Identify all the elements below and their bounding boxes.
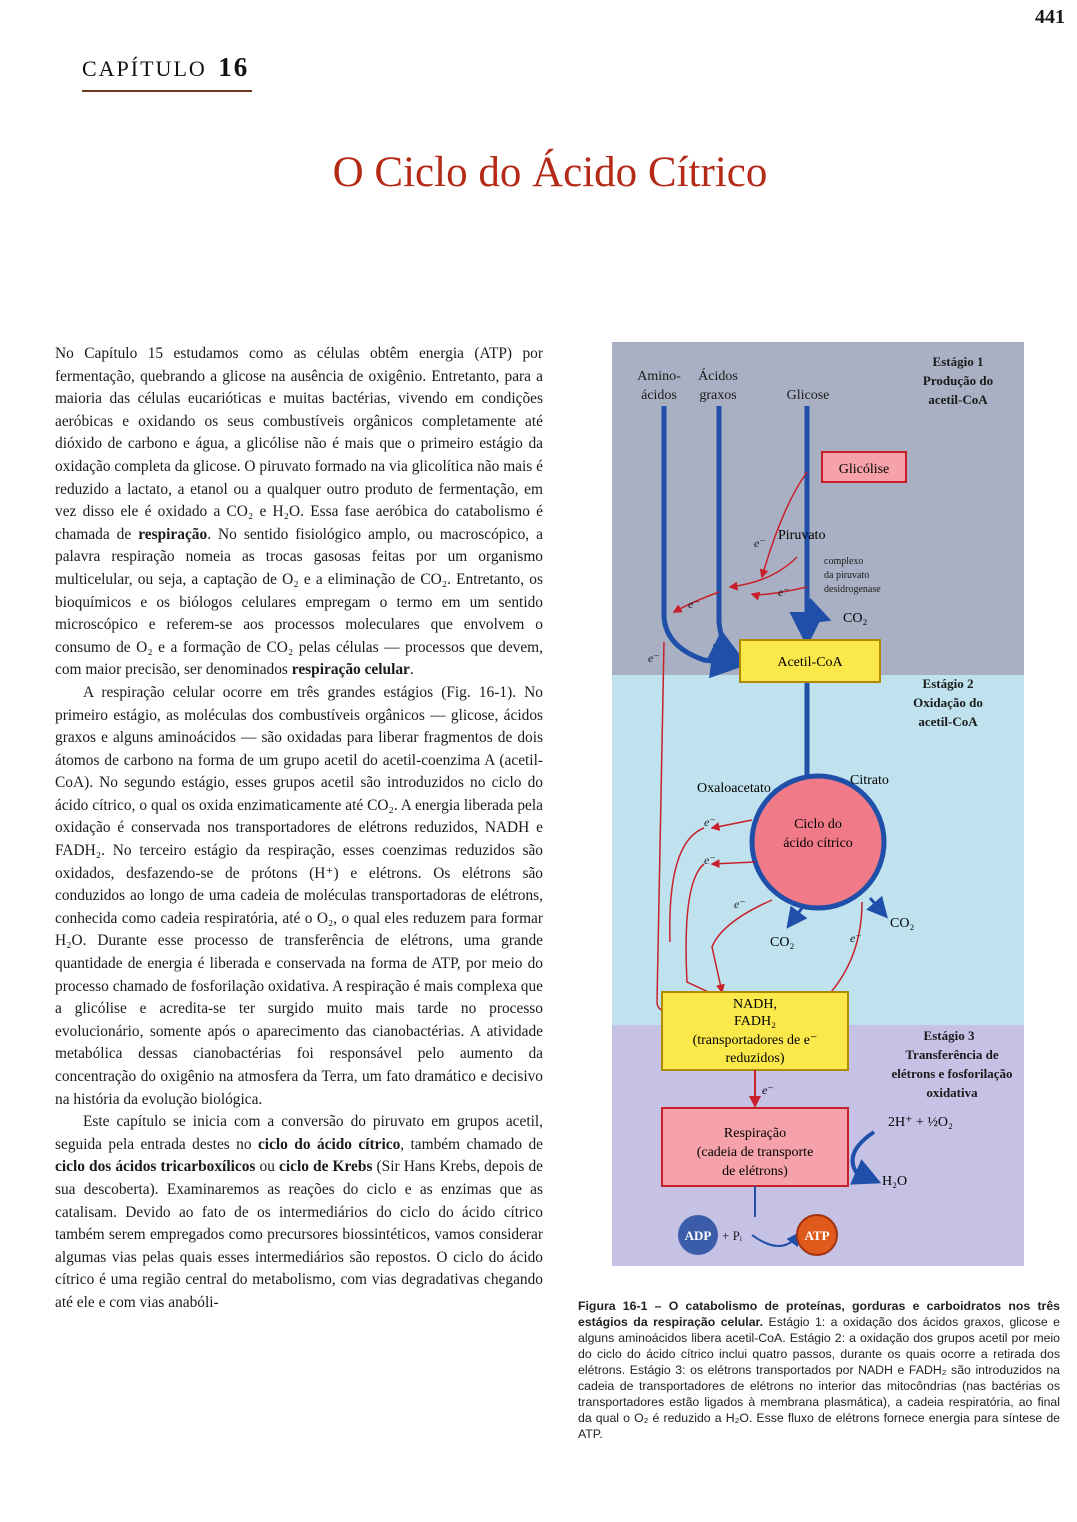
label-co2-1: CO₂ <box>843 611 868 626</box>
stage-2-line-2: acetil-CoA <box>918 714 978 729</box>
electron-label: e⁻ <box>778 585 790 599</box>
label-aminoacidos: Amino- <box>637 369 681 384</box>
paragraph-2: A respiração celular ocorre em três grandes estágios (Fig. 16-1). No primeiro estágio, as moléculas dos combustíveis orgânicos — glicose, ácidos graxos e alguns aminoácidos — são oxidadas para liberar fragmentos de dois átomos de carbono na forma de um grupo acetil do acetil-coenzima A (acetil-CoA). No segundo estágio, esses grupos acetil são introduzidos no ciclo do ácido cítrico, o qual os oxida enzimaticamente até CO₂. A energia liberada pela oxidação é conservada nos transportadores de elétrons reduzidos, NADH e FADH₂. No terceiro estágio da respiração, esses coenzimas reduzidos são oxidados, desfazendo-se de prótons (H⁺) e elétrons. Os elétrons são conduzidos ao longo de uma cadeia de moléculas transportadoras de elétrons, conhecida como cadeia respiratória, até o O₂, o qual eles reduzem para formar H₂O. Durante esse processo de transferência de elétrons, uma grande quantidade de energia é liberada e conservada na forma de ATP, por meio do processo chamado de fosforilação oxidativa. A respiração é mais complexa que a glicólise e acredita-se ter surgido muito mais tarde no processo evolucionário, somente após o aparecimento das cianobactérias. A atividade metabólica dessas cianobactérias foi responsável pelo aumento da concentração do oxigênio na atmosfera da Terra, um fato dramático e decisivo na história da evolução biológica. <box>55 683 543 1108</box>
label-acidos-graxos: Ácidos <box>698 369 738 384</box>
chapter-label: CAPÍTULO <box>82 56 207 81</box>
chapter-divider <box>82 90 252 92</box>
stage-1-title: Estágio 1 <box>932 354 984 369</box>
resp-label-2: (cadeia de transporte <box>696 1145 814 1160</box>
cycle-label-1: Ciclo do <box>794 817 842 832</box>
page-title: O Ciclo do Ácido Cítrico <box>332 149 768 196</box>
paragraph-1 <box>55 343 543 682</box>
label-oxygen: 2H⁺ + ½O₂ <box>888 1115 953 1130</box>
electron-label: e⁻ <box>648 651 660 665</box>
stage-3-line-3: oxidativa <box>926 1085 978 1100</box>
text-run: (Sir Hans Krebs, depois de sua descoberta). Examinaremos as reações do ciclo e as enzimas que as catalisam. Devido ao fato de os intermediários do ciclo do ácido cítrico também serem empregados como precursores biossintéticos, vamos considerar algumas vias pelas quais esses intermediários são repostos. O ciclo do ácido cítrico é uma região central do metabolismo, com vias degradativas chegando até ele e com vias anabóli- <box>55 1158 543 1311</box>
adp-label: ADP <box>684 1228 712 1243</box>
electron-label: e⁻ <box>688 597 700 611</box>
resp-label-1: Respiração <box>723 1126 787 1141</box>
term-respiracao: respiração <box>138 525 208 543</box>
chapter-heading <box>82 52 249 83</box>
term-ciclo-tricarboxilicos: ciclo dos ácidos tricarboxílicos <box>55 1158 256 1176</box>
acetil-coa-label: Acetil-CoA <box>777 655 843 670</box>
text-run: , também chamado de <box>400 1135 543 1153</box>
cycle-label-2: ácido cítrico <box>783 836 853 851</box>
figure-16-1 <box>612 342 1024 1266</box>
text-run: . No sentido fisiológico amplo, ou macroscópico, a palavra respiração nomeia as trocas gasosas feitas por um organismo multicelular, ou seja, a captação de O₂ e a eliminação de CO₂. Entretanto, os bioquímicos e os biólogos celulares empregam o termo em um sentido microscópico e referem-se aos processos moleculares que envolvem o consumo de O₂ e a formação de CO₂ pelas células — processos que devem, com maior precisão, ser denominados <box>55 525 543 679</box>
nadh-label-3: (transportadores de e⁻ <box>692 1033 818 1048</box>
electron-label: e⁻ <box>704 815 716 829</box>
enzyme-line-1: complexo <box>824 556 864 567</box>
nadh-label-1: NADH, <box>733 997 777 1012</box>
enzyme-line-2: da piruvato <box>824 570 870 581</box>
stage-2-label <box>913 676 983 729</box>
stage-1-line-1: Produção do <box>922 373 994 388</box>
term-ciclo-acido-citrico: ciclo do ácido cítrico <box>257 1135 401 1153</box>
stage-1-line-2: acetil-CoA <box>928 392 988 407</box>
text-run: . <box>409 661 414 679</box>
stage-2-line-1: Oxidação do <box>913 695 983 710</box>
label-glicose: Glicose <box>786 388 830 403</box>
body-text <box>55 343 543 1315</box>
nadh-label-2: FADH₂ <box>734 1014 776 1029</box>
nadh-label-4: reduzidos) <box>725 1051 785 1066</box>
phosphate-label: + Pᵢ <box>722 1228 742 1243</box>
electron-label: e⁻ <box>754 536 766 550</box>
stage-1-label <box>923 354 993 407</box>
figure-caption <box>578 1298 1060 1442</box>
caption-text: Estágio 1: a oxidação dos ácidos graxos, glicose e alguns aminoácidos libera acetil-CoA. Estágio 2: a oxidação dos grupos acetil por meio do ciclo do ácido cítrico inclui quatro passos, durante os quais ocorre a retirada dos elétrons. Estágio 3: os elétrons transportados por NADH e FADH₂ são introduzidos na cadeia de transportadores de elétrons no interior das mitocôndrias (nas bactérias os transportadores estão ligados à membrana plasmática), a cadeia respiratória, ao final da qual o O₂ é reduzido a H₂O. Esse fluxo de elétrons fornece energia para síntese de ATP. <box>578 1315 1060 1441</box>
label-piruvato: Piruvato <box>778 528 826 543</box>
paragraph-3 <box>55 1111 543 1314</box>
label-citrato: Citrato <box>850 773 889 788</box>
electron-label: e⁻ <box>762 1083 774 1097</box>
text-run: ou <box>255 1158 280 1176</box>
atp-label: ATP <box>804 1228 830 1243</box>
page-number: 441 <box>1035 6 1065 28</box>
label-aminoacidos-2: ácidos <box>641 388 677 403</box>
term-respiracao-celular: respiração celular <box>291 661 410 679</box>
text-run: No Capítulo 15 estudamos como as células obtêm energia (ATP) por fermentação, quebrando a glicose na ausência de oxigênio. Entretanto, para a maioria das células eucarióticas e muitas bactérias, vivendo em condições aeróbicas e oxidando os seus combustíveis orgânicos completamente até dióxido de carbono e água, a glicólise não é mais que o primeiro estágio da oxidação completa da glicose. O piruvato formado na via glicolítica não mais é reduzido a lactato, a etanol ou a qualquer outro produto de fermentação, em vez disso ele é oxidado a CO₂ e H₂O. Essa fase aeróbica do catabolismo é chamada de <box>55 345 543 543</box>
text-run: Este capítulo se inicia com a conversão do piruvato em grupos acetil, seguida pela entrada destes no <box>55 1113 543 1153</box>
enzyme-line-3: desidrogenase <box>824 584 881 595</box>
label-co2-3: CO₂ <box>890 916 915 931</box>
resp-label-3: de elétrons) <box>722 1164 788 1179</box>
electron-label: e⁻ <box>734 897 746 911</box>
term-ciclo-krebs: ciclo de Krebs <box>279 1158 373 1176</box>
chapter-number: 16 <box>218 52 250 82</box>
stage-3-title: Estágio 3 <box>923 1028 975 1043</box>
caption-label: Figura 16-1 – O catabolismo de proteínas, gorduras e carboidratos nos três estágios da respiração celular. <box>578 1299 1060 1329</box>
electron-label: e⁻ <box>704 853 716 867</box>
label-water: H₂O <box>882 1174 908 1189</box>
glicolise-label: Glicólise <box>838 462 890 477</box>
label-co2-2: CO₂ <box>770 935 795 950</box>
stage-2-title: Estágio 2 <box>922 676 974 691</box>
stage-3-line-1: Transferência de <box>905 1047 999 1062</box>
stage-3-line-2: elétrons e fosforilação <box>891 1066 1013 1081</box>
respiration-diagram <box>612 342 1024 1266</box>
label-oxaloacetato: Oxaloacetato <box>697 781 771 796</box>
label-acidos-graxos-2: graxos <box>699 388 737 403</box>
electron-label: e⁻ <box>850 931 862 945</box>
